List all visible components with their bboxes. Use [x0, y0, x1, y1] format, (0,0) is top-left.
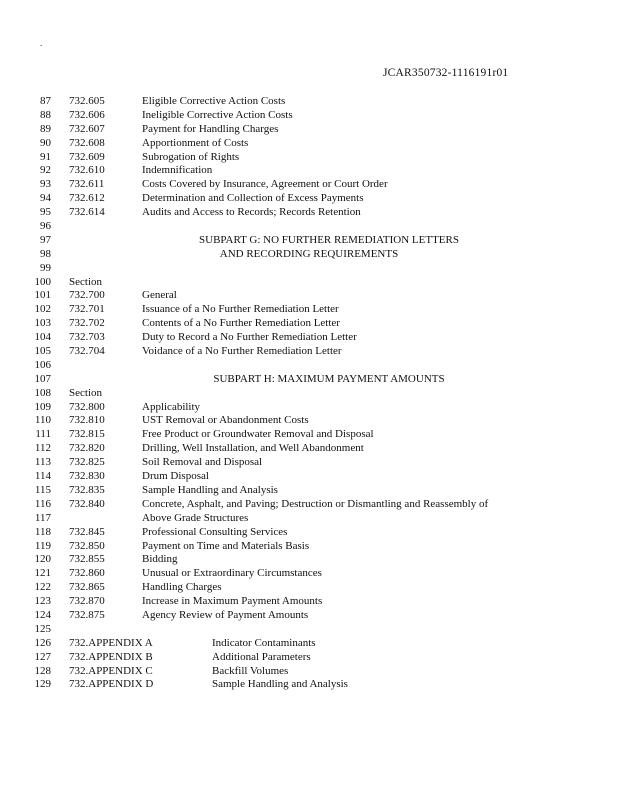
- section-number: 732.850: [69, 539, 105, 552]
- toc-line: [0, 665, 618, 679]
- toc-line: [0, 95, 618, 109]
- section-title: Indemnification: [142, 164, 213, 177]
- line-number: 115: [34, 483, 51, 496]
- section-number: 732.614: [69, 206, 105, 219]
- section-number: 732.700: [69, 289, 105, 302]
- line-number: 108: [34, 386, 51, 399]
- toc-line: [0, 178, 618, 192]
- section-title: Payment on Time and Materials Basis: [142, 539, 310, 552]
- section-number: 732.609: [69, 150, 105, 163]
- toc-line: [0, 609, 618, 623]
- section-title: Subrogation of Rights: [142, 150, 240, 163]
- section-title: Eligible Corrective Action Costs: [142, 95, 286, 107]
- toc-line: [0, 512, 618, 526]
- toc-line: [0, 220, 618, 234]
- toc-line: [0, 345, 618, 359]
- corner-mark: .: [40, 38, 43, 48]
- toc-line: [0, 373, 618, 387]
- line-number: 111: [35, 428, 51, 441]
- line-number: 101: [34, 289, 51, 302]
- toc-line: [0, 248, 618, 262]
- line-number: 91: [40, 150, 51, 163]
- section-title: Handling Charges: [142, 581, 222, 594]
- toc-line: [0, 303, 618, 317]
- toc-line: [0, 456, 618, 470]
- line-number: 100: [34, 275, 51, 288]
- line-number: 103: [34, 317, 51, 330]
- section-title: Concrete, Asphalt, and Paving; Destruction or Dismantling and Reassembly of: [142, 497, 489, 510]
- subpart-heading: SUBPART G: NO FURTHER REMEDIATION LETTERS: [199, 233, 459, 246]
- section-number: 732.APPENDIX D: [69, 678, 154, 691]
- line-number: 124: [34, 608, 51, 621]
- section-title: Free Product or Groundwater Removal and Disposal: [142, 428, 374, 441]
- line-number: 92: [40, 164, 51, 177]
- toc-line: [0, 581, 618, 595]
- toc-line: [0, 484, 618, 498]
- section-number: 732.860: [69, 567, 105, 580]
- line-number: 89: [40, 122, 51, 135]
- line-number: 90: [40, 136, 51, 149]
- line-number: 121: [34, 567, 51, 580]
- section-title: Drum Disposal: [142, 470, 209, 483]
- line-number: 105: [34, 345, 51, 358]
- toc-line: [0, 470, 618, 484]
- section-title: Costs Covered by Insurance, Agreement or Court Order: [142, 178, 388, 191]
- section-title: Above Grade Structures: [142, 511, 249, 524]
- section-number: 732.820: [69, 442, 105, 455]
- line-number: 127: [34, 650, 51, 663]
- section-number: 732.607: [69, 122, 105, 135]
- section-number: 732.701: [69, 303, 105, 316]
- section-title: Drilling, Well Installation, and Well Abandonment: [142, 442, 364, 455]
- toc-line: [0, 317, 618, 331]
- toc-line: [0, 289, 618, 303]
- section-title: Audits and Access to Records; Records Retention: [142, 206, 361, 219]
- section-title: Issuance of a No Further Remediation Letter: [142, 303, 339, 316]
- line-number: 109: [34, 400, 51, 413]
- line-number: 125: [34, 622, 51, 635]
- line-number: 87: [40, 95, 51, 107]
- toc-line: [0, 678, 618, 692]
- subpart-heading: AND RECORDING REQUIREMENTS: [219, 247, 399, 260]
- toc-line: [0, 442, 618, 456]
- line-number: 120: [34, 553, 51, 566]
- section-number: 732.APPENDIX C: [69, 664, 153, 677]
- section-number: 732.855: [69, 553, 105, 566]
- toc-line: [0, 137, 618, 151]
- line-number: 114: [34, 470, 51, 483]
- toc-line: [0, 401, 618, 415]
- line-number: 93: [40, 178, 51, 191]
- section-title: Determination and Collection of Excess Payments: [142, 192, 364, 205]
- line-number: 128: [34, 664, 51, 677]
- toc-line: [0, 234, 618, 248]
- toc-line: [0, 540, 618, 554]
- section-number: 732.702: [69, 317, 105, 330]
- section-number: 732.815: [69, 428, 105, 441]
- section-number: 732.606: [69, 108, 105, 121]
- section-number: 732.608: [69, 136, 105, 149]
- section-title: Soil Removal and Disposal: [142, 456, 263, 469]
- section-title: Backfill Volumes: [212, 664, 289, 677]
- line-number: 117: [34, 511, 51, 524]
- section-number: 732.612: [69, 192, 105, 205]
- toc-line: [0, 651, 618, 665]
- toc-line: [0, 206, 618, 220]
- section-number: 732.605: [69, 95, 105, 107]
- toc-line: [0, 637, 618, 651]
- toc-line: [0, 359, 618, 373]
- toc-line: [0, 123, 618, 137]
- line-number: 113: [34, 456, 51, 469]
- section-title: Unusual or Extraordinary Circumstances: [142, 567, 322, 580]
- section-number: 732.800: [69, 400, 105, 413]
- line-number: 102: [34, 303, 51, 316]
- section-number: 732.APPENDIX A: [69, 636, 153, 649]
- document-code: JCAR350732-1116191r01: [383, 67, 509, 79]
- section-title: Contents of a No Further Remediation Letter: [142, 317, 340, 330]
- line-number: 122: [34, 581, 51, 594]
- section-number: 732.840: [69, 497, 105, 510]
- section-number: Section: [69, 386, 102, 399]
- section-title: General: [142, 289, 177, 302]
- toc-line: [0, 595, 618, 609]
- line-number: 110: [34, 414, 51, 427]
- section-number: 732.APPENDIX B: [69, 650, 153, 663]
- toc-line: [0, 526, 618, 540]
- toc-line: [0, 164, 618, 178]
- line-numbered-toc: [0, 95, 618, 692]
- toc-line: [0, 151, 618, 165]
- line-number: 118: [34, 525, 51, 538]
- section-title: Indicator Contaminants: [212, 636, 316, 649]
- line-number: 98: [40, 247, 51, 260]
- section-number: 732.611: [69, 178, 105, 191]
- section-title: Bidding: [142, 553, 178, 566]
- section-title: Applicability: [142, 400, 201, 413]
- section-title: Duty to Record a No Further Remediation Letter: [142, 331, 357, 344]
- section-number: 732.610: [69, 164, 105, 177]
- section-title: Professional Consulting Services: [142, 525, 288, 538]
- section-number: Section: [69, 275, 102, 288]
- line-number: 99: [40, 261, 51, 274]
- toc-line: [0, 553, 618, 567]
- section-title: Apportionment of Costs: [142, 136, 249, 149]
- section-number: 732.704: [69, 345, 105, 358]
- line-number: 88: [40, 108, 51, 121]
- subpart-heading: SUBPART H: MAXIMUM PAYMENT AMOUNTS: [213, 372, 445, 385]
- section-number: 732.835: [69, 483, 105, 496]
- toc-line: [0, 428, 618, 442]
- line-number: 112: [34, 442, 51, 455]
- line-number: 107: [34, 372, 51, 385]
- line-number: 126: [34, 636, 51, 649]
- section-title: Increase in Maximum Payment Amounts: [142, 595, 323, 608]
- section-title: Additional Parameters: [212, 650, 311, 663]
- section-title: UST Removal or Abandonment Costs: [142, 414, 309, 427]
- section-title: Voidance of a No Further Remediation Letter: [142, 345, 342, 358]
- line-number: 129: [34, 678, 51, 691]
- toc-line: [0, 567, 618, 581]
- toc-line: [0, 109, 618, 123]
- line-number: 96: [40, 220, 51, 233]
- section-number: 732.810: [69, 414, 105, 427]
- line-number: 106: [34, 358, 51, 371]
- toc-line: [0, 387, 618, 401]
- section-number: 732.825: [69, 456, 105, 469]
- line-number: 123: [34, 595, 51, 608]
- section-number: 732.703: [69, 331, 105, 344]
- line-number: 95: [40, 206, 51, 219]
- section-title: Payment for Handling Charges: [142, 122, 279, 135]
- line-number: 116: [34, 497, 51, 510]
- line-number: 97: [40, 233, 51, 246]
- toc-line: [0, 498, 618, 512]
- toc-line: [0, 192, 618, 206]
- toc-line: [0, 262, 618, 276]
- section-number: 732.845: [69, 525, 105, 538]
- toc-line: [0, 276, 618, 290]
- section-number: 732.870: [69, 595, 105, 608]
- toc-line: [0, 414, 618, 428]
- section-number: 732.875: [69, 608, 105, 621]
- section-title: Agency Review of Payment Amounts: [142, 608, 309, 621]
- section-title: Sample Handling and Analysis: [142, 483, 278, 496]
- line-number: 94: [40, 192, 51, 205]
- line-number: 119: [34, 539, 51, 552]
- toc-line: [0, 331, 618, 345]
- toc-line: [0, 623, 618, 637]
- section-title: Sample Handling and Analysis: [212, 678, 348, 691]
- line-number: 104: [34, 331, 51, 344]
- section-title: Ineligible Corrective Action Costs: [142, 108, 293, 121]
- section-number: 732.865: [69, 581, 105, 594]
- section-number: 732.830: [69, 470, 105, 483]
